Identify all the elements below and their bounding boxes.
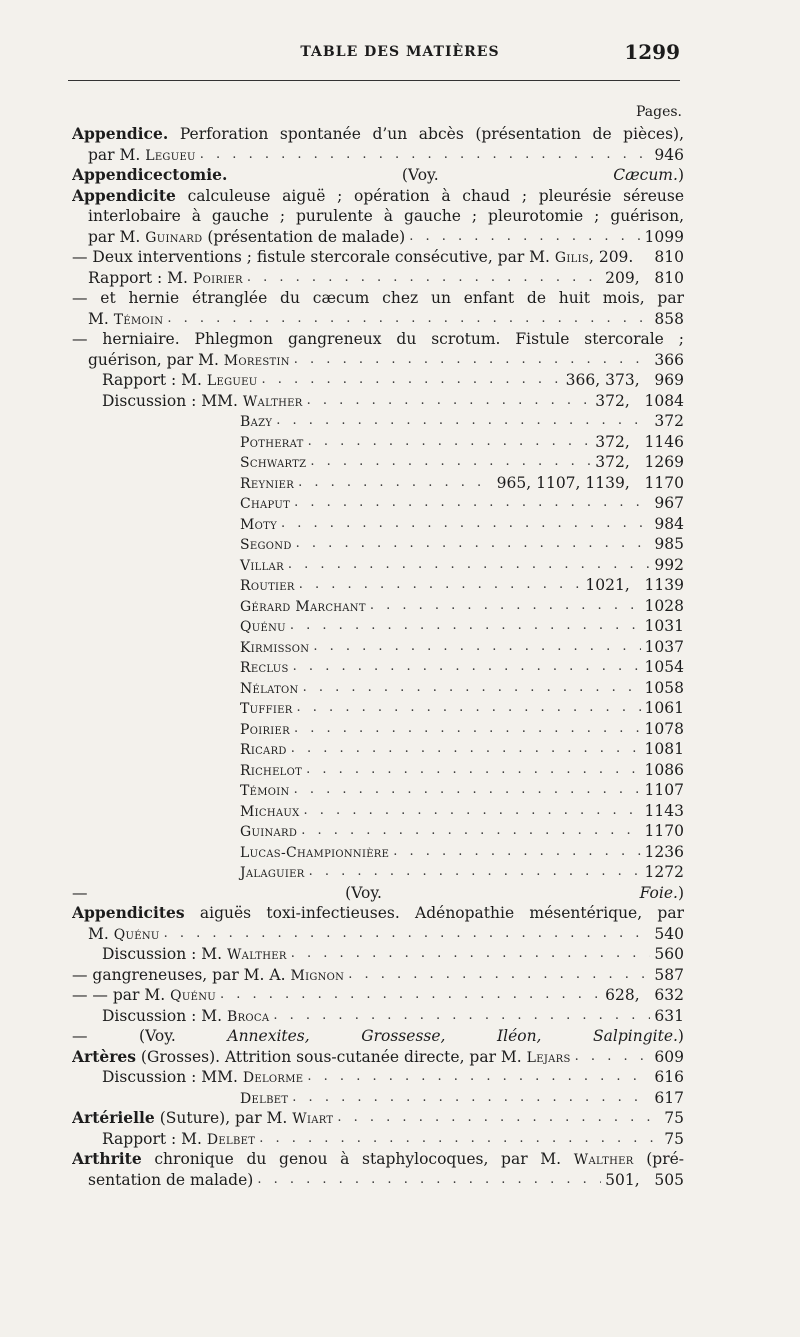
- index-line: [72, 1149, 684, 1170]
- entry-text: [240, 760, 302, 781]
- entry-text: [72, 965, 344, 986]
- entry-fragment: Rapport : M.: [88, 268, 193, 287]
- entry-text: [72, 985, 216, 1006]
- page-references: 1107: [644, 781, 684, 799]
- entry-heading: Appendicectomie.: [72, 165, 228, 184]
- leader-dots: [310, 452, 591, 473]
- entry-text: [240, 452, 306, 473]
- index-line: [72, 411, 684, 432]
- entry-fragment: par M.: [88, 145, 146, 164]
- entry-text: [102, 1067, 303, 1088]
- entry-fragment: calculeuse aiguë ; opération à chaud ; pleurésie séreuse: [175, 186, 684, 205]
- page-references: 366, 373, 969: [565, 371, 684, 389]
- entry-text: [72, 1108, 333, 1129]
- leader-dots: [307, 391, 592, 412]
- entry-text: [88, 924, 160, 945]
- index-line: [72, 719, 684, 740]
- leader-dots: [294, 493, 650, 514]
- entry-text: [102, 370, 257, 391]
- author-name: Quénu: [113, 926, 160, 943]
- page-references: 631: [654, 1006, 684, 1025]
- cross-reference: Annexites, Grossesse, Iléon, Salpingite.: [227, 1027, 678, 1045]
- leader-dots: [393, 842, 640, 863]
- leader-dots: [288, 555, 651, 576]
- leader-dots: [276, 411, 650, 432]
- author-name: Lucas-Championnière: [240, 844, 390, 861]
- index-line: [72, 329, 684, 350]
- index-line: [72, 678, 684, 699]
- page-references: 858: [654, 309, 684, 328]
- page-references: 967: [654, 494, 684, 512]
- entry-fragment: — gangreneuses, par M. A.: [72, 965, 291, 984]
- page-references: 628, 632: [605, 986, 684, 1004]
- author-name: Témoin: [240, 783, 290, 799]
- author-name: Segond: [240, 537, 292, 553]
- leader-dots: [296, 534, 651, 555]
- author-name: Gilis: [554, 250, 589, 266]
- index-line: [72, 1129, 684, 1150]
- entry-text: [240, 678, 299, 699]
- author-name: Richelot: [240, 762, 303, 779]
- page-references: 587: [654, 965, 684, 984]
- index-line: [72, 1047, 684, 1068]
- page-references: 616: [654, 1068, 684, 1086]
- index-line: [72, 1170, 684, 1191]
- index-line: [72, 493, 684, 514]
- author-name: Villar: [240, 557, 284, 574]
- author-name: Routier: [240, 578, 295, 594]
- entry-text: [240, 739, 287, 760]
- author-name: Poirier: [192, 270, 243, 287]
- entry-heading: Arthrite: [72, 1149, 142, 1168]
- entry-heading: Appendicites: [72, 903, 185, 922]
- entry-fragment: — (Voy.: [72, 1027, 228, 1045]
- entry-text: [88, 350, 290, 371]
- page-references: 372, 1084: [595, 391, 684, 410]
- index-entries: [72, 124, 684, 1190]
- entry-fragment: (Grosses). Attrition sous-cutanée directe, par M.: [135, 1047, 527, 1066]
- leader-dots: [304, 801, 641, 822]
- leader-dots: [294, 780, 641, 801]
- index-line: [72, 780, 684, 801]
- page-references: 1078: [644, 719, 684, 738]
- header-rule: [68, 80, 680, 81]
- author-name: Broca: [226, 1008, 270, 1025]
- entry-fragment: par M.: [88, 227, 146, 246]
- leader-dots: [247, 268, 601, 289]
- index-line: [72, 883, 684, 904]
- entry-text: [240, 842, 389, 863]
- entry-fragment: M.: [88, 924, 114, 943]
- page-references: 992: [654, 555, 684, 574]
- leader-dots: [261, 370, 561, 391]
- index-line: [72, 452, 684, 473]
- cross-reference: Cæcum.: [613, 166, 678, 184]
- page-references: 366: [654, 350, 684, 369]
- leader-dots: [281, 514, 650, 535]
- entry-text: [240, 616, 286, 637]
- entry-text: [88, 145, 196, 166]
- page-references: 1058: [644, 678, 684, 697]
- entry-text: [72, 165, 684, 186]
- leader-dots: [297, 698, 641, 719]
- leader-dots: [308, 432, 592, 453]
- leader-dots: [301, 821, 640, 842]
- leader-dots: [348, 965, 650, 986]
- page-references: 501, 505: [605, 1170, 684, 1189]
- entry-fragment: (Voy.: [227, 166, 614, 184]
- author-name: Bazy: [240, 414, 273, 430]
- entry-fragment: — Deux interventions ; fistule stercorale consécutive, par M.: [72, 248, 555, 266]
- leader-dots: [290, 616, 641, 637]
- author-name: Chaput: [240, 496, 291, 512]
- leader-dots: [257, 1170, 601, 1191]
- leader-dots: [370, 596, 641, 617]
- leader-dots: [575, 1047, 651, 1068]
- entry-fragment: ): [677, 166, 684, 184]
- entry-text: [240, 575, 295, 596]
- entry-fragment: Discussion : M.: [102, 945, 227, 963]
- entry-text: [240, 698, 293, 719]
- author-name: Schwartz: [240, 455, 307, 471]
- author-name: Nélaton: [240, 680, 299, 697]
- entry-text: [72, 1026, 684, 1047]
- entry-fragment: ): [677, 883, 684, 902]
- index-line: [72, 555, 684, 576]
- leader-dots: [309, 862, 641, 883]
- leader-dots: [167, 309, 650, 330]
- index-line: [72, 288, 684, 309]
- leader-dots: [292, 1088, 650, 1109]
- page-references: 985: [654, 535, 684, 553]
- leader-dots: [164, 924, 651, 945]
- index-line: [72, 924, 684, 945]
- index-line: [72, 575, 684, 596]
- entry-fragment: Discussion : MM.: [102, 1068, 243, 1086]
- entry-text: [240, 534, 292, 555]
- entry-fragment: — (Voy.: [72, 883, 640, 902]
- leader-dots: [273, 1006, 650, 1027]
- author-name: Wiart: [292, 1111, 334, 1127]
- entry-fragment: (Suture), par M.: [154, 1109, 293, 1127]
- page-references: 1031: [644, 617, 684, 635]
- entry-fragment: Rapport : M.: [102, 1129, 207, 1148]
- index-line: [72, 268, 684, 289]
- page-references: 372, 1146: [595, 432, 684, 451]
- page-references: 372, 1269: [595, 453, 684, 471]
- entry-heading: Appendice.: [72, 124, 169, 143]
- entry-text: [240, 514, 277, 535]
- author-name: Walther: [573, 1152, 634, 1168]
- leader-dots: [299, 575, 582, 596]
- leader-dots: [307, 1067, 650, 1088]
- author-name: Walther: [242, 393, 303, 410]
- entry-fragment: (présentation de malade): [202, 227, 406, 246]
- author-name: Gérard Marchant: [240, 598, 366, 615]
- author-name: Quénu: [240, 619, 286, 635]
- entry-fragment: Discussion : M.: [102, 1006, 227, 1025]
- index-line: [72, 985, 684, 1006]
- entry-fragment: sentation de malade): [88, 1170, 254, 1189]
- entry-fragment: , 209.: [588, 248, 634, 266]
- entry-text: [72, 247, 633, 268]
- leader-dots: [313, 637, 640, 658]
- page-references: 209, 810: [605, 268, 684, 287]
- entry-text: [240, 657, 289, 678]
- leader-dots: [293, 657, 641, 678]
- index-line: [72, 247, 684, 268]
- page-references: 609: [654, 1047, 684, 1066]
- author-name: Delbet: [206, 1131, 256, 1148]
- entry-text: [88, 1170, 253, 1191]
- index-line: [72, 1026, 684, 1047]
- index-line: [72, 862, 684, 883]
- page-references: 810: [654, 248, 684, 266]
- entry-text: [240, 821, 297, 842]
- index-line: [72, 370, 684, 391]
- author-name: Jalaguier: [240, 865, 305, 881]
- author-name: Reclus: [240, 660, 289, 676]
- entry-text: [240, 637, 309, 658]
- entry-heading: Artérielle: [72, 1108, 155, 1127]
- index-line: [72, 145, 684, 166]
- author-name: Delbet: [240, 1090, 289, 1107]
- index-line: [72, 124, 684, 145]
- index-line: [72, 1067, 684, 1088]
- index-line: [72, 391, 684, 412]
- index-line: [72, 965, 684, 986]
- index-line: [72, 206, 684, 227]
- index-line: [72, 514, 684, 535]
- page-references: 560: [654, 945, 684, 963]
- page-references: 617: [654, 1088, 684, 1107]
- entry-text: [240, 862, 305, 883]
- index-line: [72, 432, 684, 453]
- index-line: [72, 842, 684, 863]
- page-references: 372: [654, 412, 684, 430]
- page-references: 1081: [644, 740, 684, 758]
- leader-dots: [337, 1108, 660, 1129]
- index-line: [72, 1006, 684, 1027]
- index-line: [72, 350, 684, 371]
- page-references: 965, 1107, 1139, 1170: [496, 473, 684, 492]
- entry-fragment: interlobaire à gauche ; purulente à gauche ; pleurotomie ; guérison,: [88, 207, 684, 225]
- entry-text: [240, 473, 294, 494]
- entry-text: [72, 186, 684, 207]
- entry-text: [240, 719, 290, 740]
- author-name: Legueu: [206, 373, 258, 389]
- author-name: Tuffier: [240, 701, 293, 717]
- index-line: [72, 473, 684, 494]
- author-name: Kirmisson: [240, 639, 310, 656]
- author-name: Poirier: [240, 721, 290, 738]
- entry-text: [88, 227, 405, 248]
- leader-dots: [291, 739, 641, 760]
- index-line: [72, 801, 684, 822]
- page-references: 540: [654, 924, 684, 943]
- page-references: 75: [664, 1109, 684, 1127]
- index-line: [72, 657, 684, 678]
- leader-dots: [298, 473, 493, 494]
- entry-text: [240, 493, 290, 514]
- entry-fragment: — et hernie étranglée du cæcum chez un enfant de huit mois, par: [72, 289, 684, 307]
- index-line: [72, 596, 684, 617]
- entry-fragment: aiguës toxi-infectieuses. Adénopathie mésentérique, par: [184, 904, 684, 922]
- page-references: 1054: [644, 658, 684, 676]
- entry-fragment: ): [677, 1027, 684, 1045]
- page-references: 1028: [644, 596, 684, 615]
- leader-dots: [291, 944, 651, 965]
- author-name: Quénu: [170, 988, 216, 1004]
- page-references: 1272: [644, 863, 684, 881]
- index-line: [72, 186, 684, 207]
- leader-dots: [220, 985, 601, 1006]
- leader-dots: [409, 227, 640, 248]
- author-name: Michaux: [240, 803, 300, 820]
- author-name: Delorme: [242, 1070, 304, 1086]
- entry-fragment: — — par M.: [72, 986, 171, 1004]
- entry-text: [240, 1088, 288, 1109]
- page-references: 1170: [644, 822, 684, 840]
- author-name: Ricard: [240, 742, 287, 758]
- index-line: [72, 760, 684, 781]
- entry-fragment: Perforation spontanée d’un abcès (présentation de pièces),: [168, 125, 684, 143]
- index-line: [72, 821, 684, 842]
- entry-fragment: M.: [88, 309, 114, 328]
- entry-fragment: Rapport : M.: [102, 371, 207, 389]
- entry-text: [72, 1149, 684, 1170]
- page-references: 1037: [644, 637, 684, 656]
- entry-text: [72, 883, 684, 904]
- page-references: 984: [654, 514, 684, 533]
- entry-text: [72, 124, 684, 145]
- page-references: 946: [654, 145, 684, 164]
- author-name: Guinard: [145, 229, 203, 246]
- entry-text: [72, 288, 684, 309]
- author-name: Mignon: [290, 967, 345, 984]
- pages-column-label: Pages.: [635, 104, 682, 120]
- page-references: 1143: [644, 801, 684, 820]
- leader-dots: [306, 760, 640, 781]
- entry-text: [102, 391, 303, 412]
- index-line: [72, 739, 684, 760]
- author-name: Reynier: [240, 475, 295, 492]
- index-line: [72, 165, 684, 186]
- entry-heading: Artères: [72, 1046, 136, 1066]
- index-line: [72, 534, 684, 555]
- entry-fragment: (pré-: [633, 1150, 684, 1168]
- leader-dots: [303, 678, 641, 699]
- entry-fragment: Discussion : MM.: [102, 391, 243, 410]
- page-number: 1299: [624, 40, 680, 64]
- page-references: 1061: [644, 699, 684, 717]
- page-references: 1086: [644, 760, 684, 779]
- author-name: Legueu: [145, 147, 196, 164]
- entry-text: [88, 206, 684, 227]
- index-line: [72, 944, 684, 965]
- entry-text: [240, 801, 300, 822]
- entry-text: [102, 944, 287, 965]
- entry-text: [72, 1047, 571, 1068]
- author-name: Moty: [240, 516, 278, 533]
- entry-heading: Appendicite: [72, 185, 176, 205]
- entry-text: [240, 596, 366, 617]
- index-line: [72, 227, 684, 248]
- entry-text: [72, 329, 684, 350]
- entry-text: [240, 555, 284, 576]
- index-line: [72, 1108, 684, 1129]
- entry-text: [72, 903, 684, 924]
- entry-text: [240, 780, 290, 801]
- leader-dots: [294, 350, 651, 371]
- index-line: [72, 637, 684, 658]
- index-line: [72, 309, 684, 330]
- entry-text: [240, 432, 304, 453]
- index-line: [72, 616, 684, 637]
- entry-text: [88, 309, 163, 330]
- page-references: 1236: [644, 842, 684, 861]
- leader-dots: [294, 719, 641, 740]
- author-name: Morestin: [223, 352, 290, 369]
- index-line: [72, 698, 684, 719]
- entry-text: [240, 411, 272, 432]
- entry-text: [102, 1006, 269, 1027]
- page-references: 1021, 1139: [585, 576, 684, 594]
- author-name: Walther: [226, 947, 287, 963]
- running-title: TABLE DES MATIÈRES: [300, 44, 500, 60]
- leader-dots: [200, 145, 651, 166]
- entry-fragment: — herniaire. Phlegmon gangreneux du scrotum. Fistule stercorale ;: [72, 330, 684, 348]
- page-references: 1099: [644, 227, 684, 246]
- leader-dots: [259, 1129, 660, 1150]
- index-line: [72, 1088, 684, 1109]
- entry-text: [102, 1129, 255, 1150]
- entry-text: [88, 268, 243, 289]
- author-name: Guinard: [240, 824, 298, 840]
- author-name: Témoin: [113, 311, 164, 328]
- page-references: 75: [664, 1129, 684, 1148]
- index-line: [72, 903, 684, 924]
- entry-fragment: guérison, par M.: [88, 350, 224, 369]
- cross-reference: Foie.: [639, 883, 678, 902]
- author-name: Lejars: [526, 1049, 571, 1066]
- author-name: Potherat: [240, 434, 304, 451]
- entry-fragment: chronique du genou à staphylocoques, par M.: [141, 1150, 574, 1168]
